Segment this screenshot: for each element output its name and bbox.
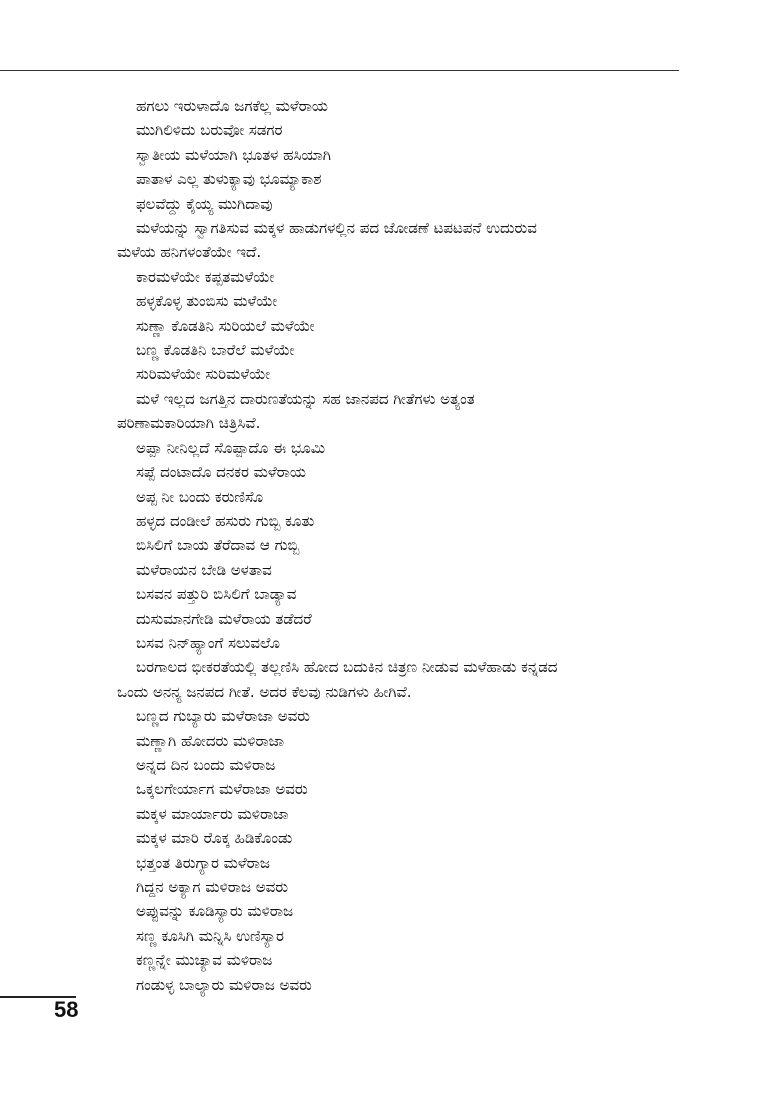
text-line: ಬಣ್ಣ ಕೊಡತಿನಿ ಬಾರೆಲೆ ಮಳೆಯೇ <box>136 341 295 360</box>
text-line: ಮಳೆ ಇಲ್ಲದ ಜಗತ್ತಿನ ದಾರುಣತೆಯನ್ನು ಸಹ ಜಾನಪದ ಗೀತೆಗಳು ಅತ್ಯಂತ <box>136 389 475 408</box>
text-line: ಮಣ್ಣಾಗಿ ಹೋದರು ಮಳಿರಾಜಾ <box>136 731 285 750</box>
text-line: ಅಪ್ಪಾ ನೀನಿಲ್ಲದೆ ಸೊಪ್ಪಾದೊ ಈ ಭೂಮಿ <box>136 438 326 457</box>
text-line: ಸಣ್ಣ ಕೂಸಿಗಿ ಮನ್ನಿಸಿ ಉಣಿಸ್ಯಾರ <box>136 926 284 945</box>
text-line: ಹಳ್ಳಕೊಳ್ಳ ತುಂಬಿಸು ಮಳೆಯೇ <box>136 292 278 311</box>
text-line: ಸುರಿಮಳೆಯೇ ಸುರಿಮಳೆಯೇ <box>136 365 271 384</box>
text-line: ಬಸವ ನಿನ್‌ಹ್ಯಾಂಗೆ ಸಲುವಲೊ <box>136 633 280 652</box>
text-line: ಅನ್ನದ ದಿನ ಬಂದು ಮಳಿರಾಜ <box>136 755 276 774</box>
text-line: ಮಳೆಯನ್ನು ಸ್ವಾಗತಿಸುವ ಮಕ್ಕಳ ಹಾಡುಗಳಲ್ಲಿನ ಪದ ಜೋಡಣೆ ಟಪಟಪನೆ ಉದುರುವ <box>136 219 537 238</box>
text-line: ಗಿದ್ದನ ಅಕ್ಯಾಗ ಮಳಿರಾಜ ಅವರು <box>136 878 288 896</box>
text-line: ಅಪ್ಪ ನೀ ಬಂದು ಕರುಣಿಸೊ <box>136 487 264 506</box>
text-line: ಫಲವೆದ್ದು ಕೈಯ್ಯ ಮುಗಿದಾವು <box>136 194 273 213</box>
text-line: ಹಗಲು ಇರುಳಾದೊ ಜಗಕೆಲ್ಲ ಮಳೆರಾಯ <box>136 97 328 115</box>
page-number: 58 <box>54 997 79 1022</box>
text-lines <box>117 94 677 997</box>
text-line: ಮಕ್ಕಳ ಮಾರಿ ರೊಕ್ಕ ಹಿಡಿಕೊಂಡು <box>136 829 293 848</box>
text-line: ದುಸುಮಾನಗೇಡಿ ಮಳೆರಾಯ ತಡೆದರೆ <box>136 609 312 628</box>
text-line: ಮುಗಿಲಿಳಿದು ಬರುವೋ ಸಡಗರ <box>136 121 283 140</box>
text-line: ಮಳೆರಾಯನ ಬೇಡಿ ಅಳತಾವ <box>136 560 272 579</box>
text-line: ಮಳೆಯ ಹನಿಗಳಂತೆಯೇ ಇದೆ. <box>117 243 262 262</box>
text-line: ಭತ್ತಂತ ತಿರುಗ್ಯಾರ ಮಳೆರಾಜ <box>136 853 270 872</box>
text-line: ಸಪ್ಪೆ ದಂಟಾದೊ ದನಕರ ಮಳೆರಾಯ <box>136 463 306 482</box>
text-line: ಒಕ್ಕಲಗೇರ್ಯಾಗ ಮಳೆರಾಜಾ ಅವರು <box>136 780 308 799</box>
text-line: ಸ್ವಾತೀಯ ಮಳೆಯಾಗಿ ಭೂತಳ ಹಸಿಯಾಗಿ <box>136 145 331 164</box>
text-line: ಬಿಸಿಲಿಗೆ ಬಾಯ ತೆರೆದಾವ ಆ ಗುಬ್ಬಿ <box>136 536 300 555</box>
page-body <box>117 94 677 997</box>
text-line: ಬರಗಾಲದ ಭೀಕರತೆಯಲ್ಲಿ ತಲ್ಲಣಿಸಿ ಹೋದ ಬದುಕಿನ ಚಿತ್ರಣ ನೀಡುವ ಮಳೆಹಾಡು ಕನ್ನಡದ <box>136 658 558 677</box>
text-line: ಹಳ್ಳದ ದಂಡೀಲೆ ಹಸುರು ಗುಬ್ಬಿ ಕೂತು <box>136 511 315 530</box>
text-line: ಮಕ್ಕಳ ಮಾರ್ಯಾರು ಮಳಿರಾಜಾ <box>136 804 289 823</box>
text-line: ಕಾರಮಳೆಯೇ ಕಪ್ಪತಮಳೆಯೇ <box>136 267 275 286</box>
text-line: ಪಾತಾಳ ಎಲ್ಲ ತುಳುಕ್ಯಾವು ಭೂಮ್ಯಾಕಾಶ <box>136 170 322 189</box>
text-line: ಅಪ್ಪುವನ್ನು ಕೂಡಿಸ್ಯಾರು ಮಳಿರಾಜ <box>136 902 294 921</box>
text-line: ಒಂದು ಅನನ್ಯ ಜನಪದ ಗೀತೆ. ಅದರ ಕೆಲವು ನುಡಿಗಳು ಹೀಗಿವೆ. <box>117 682 412 701</box>
text-line: ಕಣ್ಣನ್ನೇ ಮುಚ್ಯಾವ ಮಳಿರಾಜ <box>136 951 273 970</box>
text-line: ಸುಣ್ಣಾ ಕೊಡತಿನಿ ಸುರಿಯಲೆ ಮಳೆಯೇ <box>136 316 315 335</box>
text-line: ಬಣ್ಣದ ಗುಬ್ಯಾರು ಮಳೆರಾಜಾ ಅವರು <box>136 707 310 726</box>
text-line: ಪರಿಣಾಮಕಾರಿಯಾಗಿ ಚಿತ್ರಿಸಿವೆ. <box>117 414 261 433</box>
text-line: ಬಸವನ ಪತ್ತುರಿ ಬಿಸಿಲಿಗೆ ಬಾಡ್ಯಾವ <box>136 585 297 604</box>
header-rule <box>0 70 679 71</box>
text-line: ಗಂಡುಳ್ಳ ಬಾಲ್ಯಾರು ಮಳಿರಾಜ ಅವರು <box>136 975 312 994</box>
